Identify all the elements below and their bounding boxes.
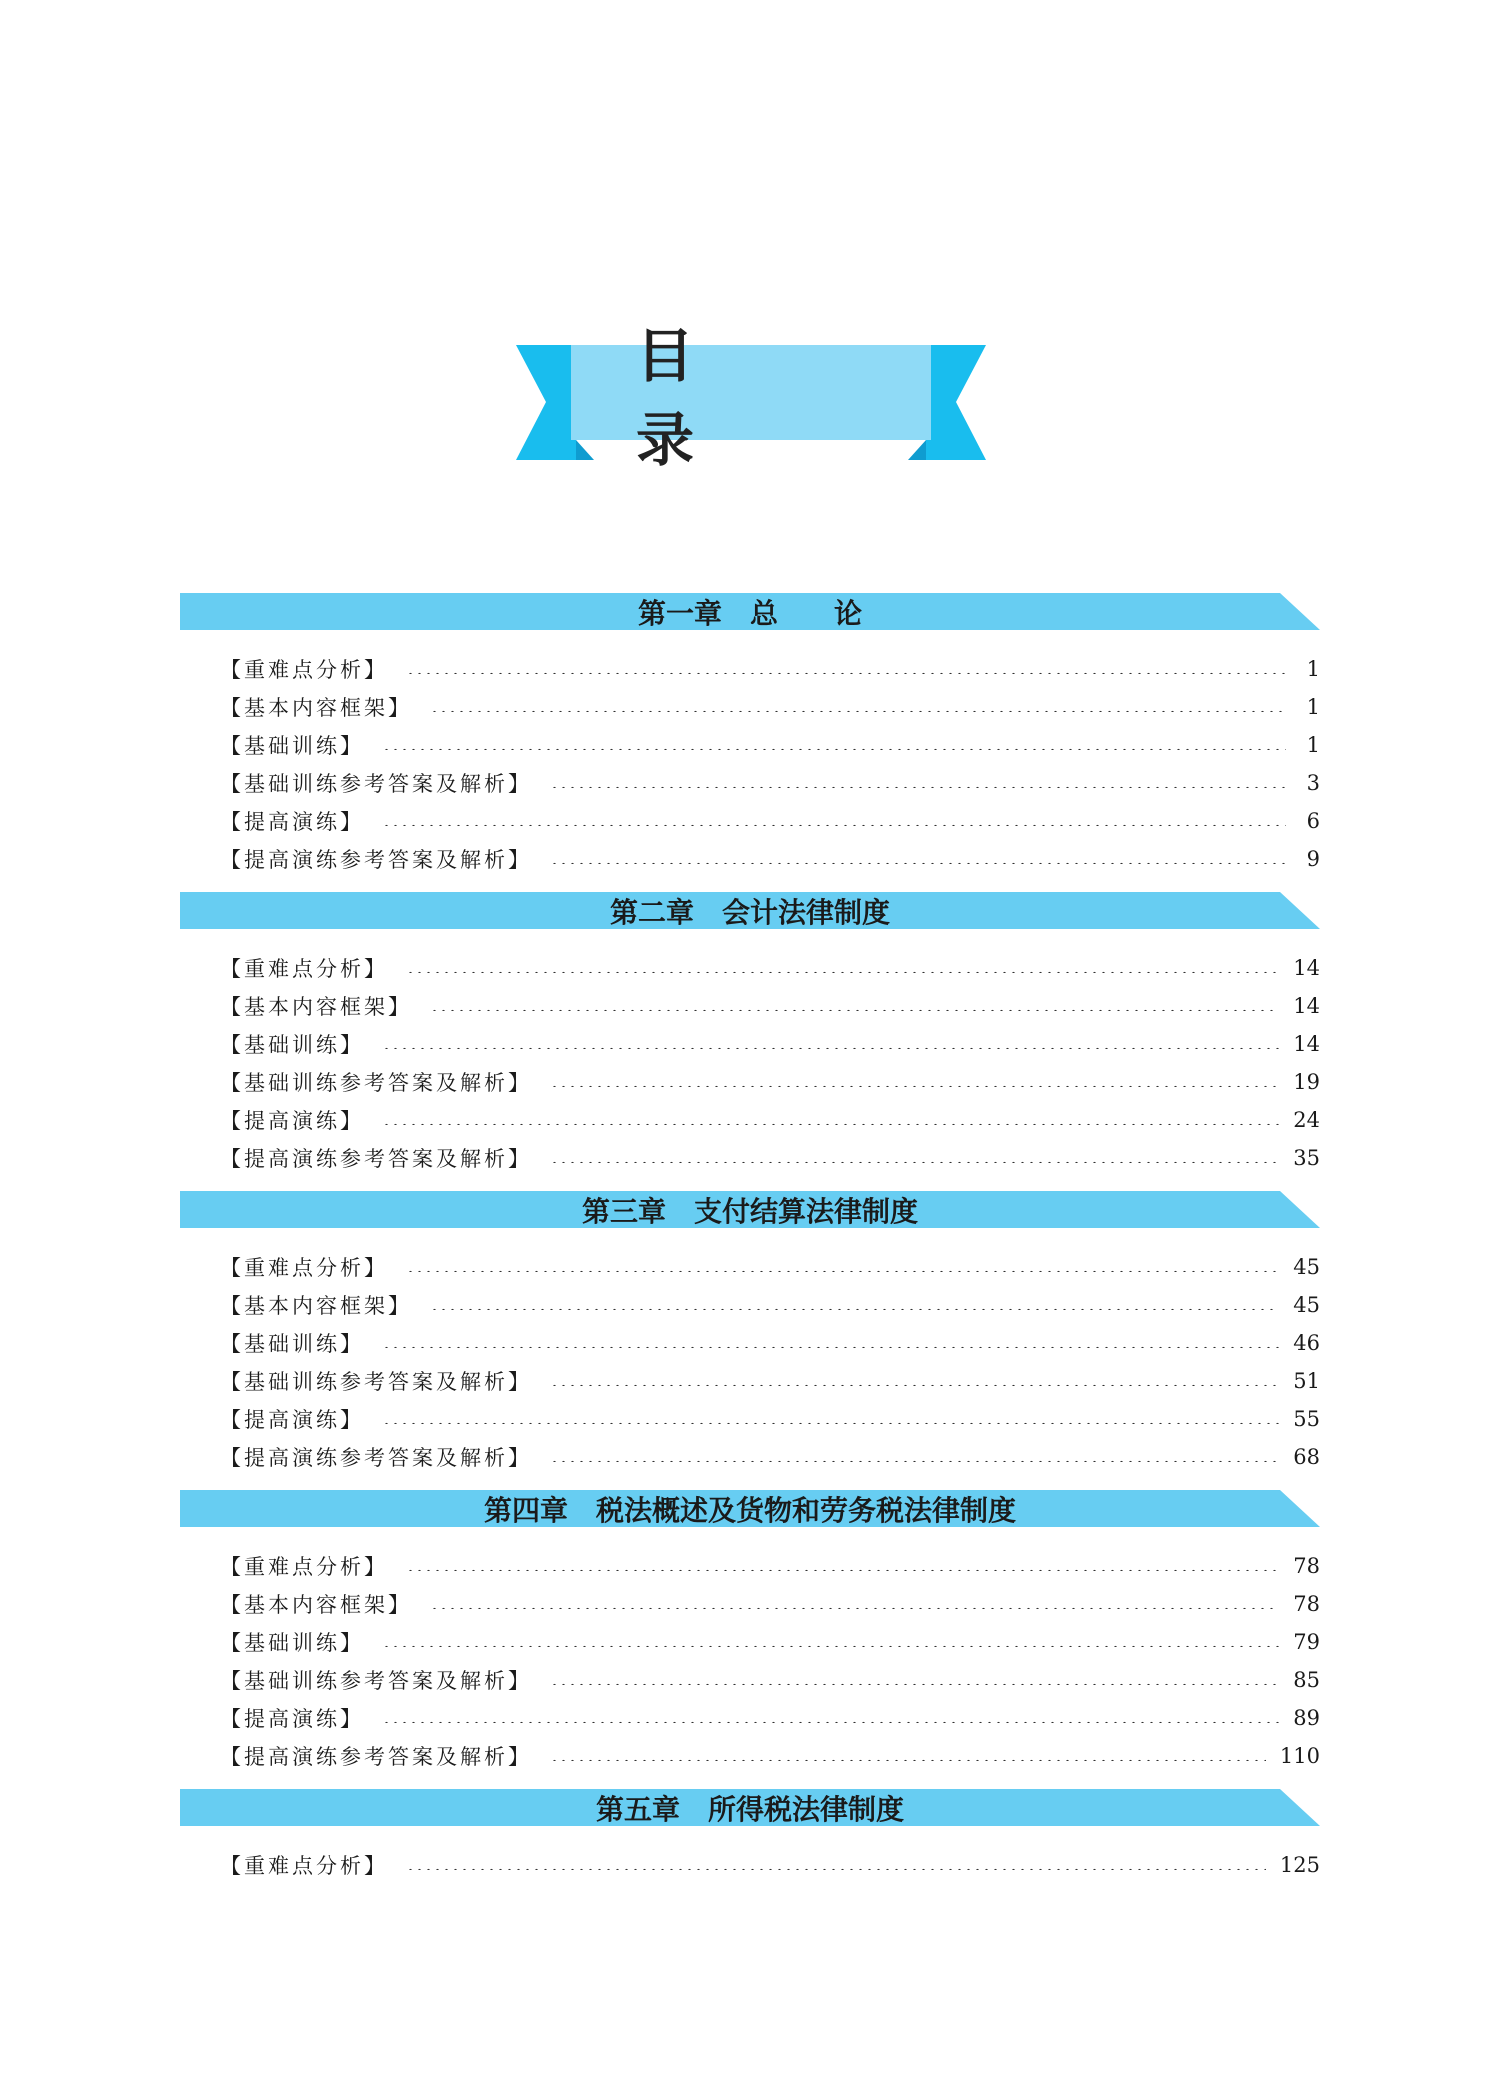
chapter-title: 第二章 会计法律制度 xyxy=(609,895,890,929)
entry-label: 【基本内容框架】 xyxy=(220,1593,412,1617)
dot-leader xyxy=(382,1047,1279,1049)
dot-leader xyxy=(430,1607,1279,1609)
dot-leader xyxy=(406,971,1279,973)
entry-page-number: 55 xyxy=(1293,1407,1320,1431)
entry-list xyxy=(180,929,1320,1177)
entry-label: 【基础训练参考答案及解析】 xyxy=(220,1071,532,1095)
toc-entry[interactable] xyxy=(220,688,1320,726)
chapter-header-bar xyxy=(180,1490,1320,1527)
toc-entry[interactable] xyxy=(220,802,1320,840)
entry-page-number: 24 xyxy=(1293,1108,1320,1132)
entry-list xyxy=(180,1826,1320,1884)
dot-leader xyxy=(382,1721,1279,1723)
entry-page-number: 14 xyxy=(1293,956,1320,980)
toc-entry[interactable] xyxy=(220,764,1320,802)
dot-leader xyxy=(550,1161,1279,1163)
toc-entry[interactable] xyxy=(220,1063,1320,1101)
toc-entry[interactable] xyxy=(220,650,1320,688)
chapter-title: 第四章 税法概述及货物和劳务税法律制度 xyxy=(483,1493,1016,1527)
entry-label: 【提高演练参考答案及解析】 xyxy=(220,1745,532,1769)
dot-leader xyxy=(406,1868,1266,1870)
entry-label: 【基础训练参考答案及解析】 xyxy=(220,1669,532,1693)
entry-page-number: 68 xyxy=(1293,1445,1320,1469)
entry-page-number: 125 xyxy=(1279,1853,1320,1877)
entry-page-number: 79 xyxy=(1293,1630,1320,1654)
dot-leader xyxy=(406,1569,1279,1571)
toc-entry[interactable] xyxy=(220,1661,1320,1699)
entry-page-number: 45 xyxy=(1293,1255,1320,1279)
dot-leader xyxy=(382,1645,1279,1647)
entry-page-number: 6 xyxy=(1306,809,1320,833)
chapter-title: 第三章 支付结算法律制度 xyxy=(581,1194,918,1228)
entry-label: 【重难点分析】 xyxy=(220,1256,388,1280)
chapter-header-bar xyxy=(180,593,1320,630)
title-banner xyxy=(516,321,986,474)
toc-entry[interactable] xyxy=(220,1025,1320,1063)
chapter-header-bar xyxy=(180,892,1320,929)
entry-label: 【重难点分析】 xyxy=(220,1555,388,1579)
toc-entry[interactable] xyxy=(220,1438,1320,1476)
toc-entry[interactable] xyxy=(220,949,1320,987)
entry-label: 【重难点分析】 xyxy=(220,1854,388,1878)
entry-page-number: 9 xyxy=(1306,847,1320,871)
dot-leader xyxy=(382,1123,1279,1125)
toc-entry[interactable] xyxy=(220,1139,1320,1177)
entry-label: 【提高演练参考答案及解析】 xyxy=(220,1446,532,1470)
entry-page-number: 14 xyxy=(1293,994,1320,1018)
entry-page-number: 85 xyxy=(1293,1668,1320,1692)
toc-entry[interactable] xyxy=(220,1362,1320,1400)
dot-leader xyxy=(382,1346,1279,1348)
dot-leader xyxy=(550,1683,1279,1685)
dot-leader xyxy=(406,672,1286,674)
entry-page-number: 35 xyxy=(1293,1146,1320,1170)
dot-leader xyxy=(550,1085,1279,1087)
dot-leader xyxy=(382,748,1286,750)
toc-entry[interactable] xyxy=(220,1547,1320,1585)
entry-page-number: 1 xyxy=(1306,695,1320,719)
table-of-contents xyxy=(180,593,1320,1898)
toc-entry[interactable] xyxy=(220,1623,1320,1661)
entry-page-number: 1 xyxy=(1306,657,1320,681)
entry-page-number: 1 xyxy=(1306,733,1320,757)
entry-label: 【提高演练】 xyxy=(220,1408,364,1432)
entry-label: 【基础训练参考答案及解析】 xyxy=(220,1370,532,1394)
toc-entry[interactable] xyxy=(220,1699,1320,1737)
dot-leader xyxy=(430,710,1286,712)
entry-label: 【提高演练】 xyxy=(220,1707,364,1731)
chapter-header-bar xyxy=(180,1789,1320,1826)
toc-entry[interactable] xyxy=(220,1286,1320,1324)
entry-list xyxy=(180,630,1320,878)
entry-label: 【基础训练参考答案及解析】 xyxy=(220,772,532,796)
entry-label: 【基础训练】 xyxy=(220,1332,364,1356)
entry-page-number: 78 xyxy=(1293,1592,1320,1616)
chapter-section xyxy=(180,1490,1320,1775)
toc-entry[interactable] xyxy=(220,1400,1320,1438)
toc-entry[interactable] xyxy=(220,1101,1320,1139)
dot-leader xyxy=(406,1270,1279,1272)
chapter-section xyxy=(180,593,1320,878)
entry-label: 【提高演练】 xyxy=(220,1109,364,1133)
dot-leader xyxy=(550,786,1286,788)
dot-leader xyxy=(550,1759,1266,1761)
entry-label: 【基础训练】 xyxy=(220,1033,364,1057)
entry-label: 【基础训练】 xyxy=(220,1631,364,1655)
entry-label: 【重难点分析】 xyxy=(220,658,388,682)
entry-page-number: 51 xyxy=(1293,1369,1320,1393)
entry-page-number: 89 xyxy=(1293,1706,1320,1730)
entry-page-number: 78 xyxy=(1293,1554,1320,1578)
toc-entry[interactable] xyxy=(220,1737,1320,1775)
entry-label: 【重难点分析】 xyxy=(220,957,388,981)
entry-label: 【提高演练】 xyxy=(220,810,364,834)
entry-page-number: 19 xyxy=(1293,1070,1320,1094)
entry-label: 【基本内容框架】 xyxy=(220,995,412,1019)
entry-page-number: 46 xyxy=(1293,1331,1320,1355)
entry-page-number: 45 xyxy=(1293,1293,1320,1317)
toc-entry[interactable] xyxy=(220,987,1320,1025)
dot-leader xyxy=(430,1308,1279,1310)
chapter-title: 第五章 所得税法律制度 xyxy=(595,1792,904,1826)
entry-page-number: 14 xyxy=(1293,1032,1320,1056)
dot-leader xyxy=(550,862,1286,864)
chapter-section xyxy=(180,892,1320,1177)
chapter-header-bar xyxy=(180,1191,1320,1228)
page-title: 目 录 xyxy=(636,321,755,474)
dot-leader xyxy=(382,824,1286,826)
entry-label: 【提高演练参考答案及解析】 xyxy=(220,848,532,872)
toc-entry[interactable] xyxy=(220,726,1320,764)
toc-entry[interactable] xyxy=(220,840,1320,878)
toc-entry[interactable] xyxy=(220,1324,1320,1362)
entry-page-number: 3 xyxy=(1306,771,1320,795)
entry-page-number: 110 xyxy=(1279,1744,1320,1768)
dot-leader xyxy=(550,1384,1279,1386)
toc-entry[interactable] xyxy=(220,1248,1320,1286)
entry-label: 【基本内容框架】 xyxy=(220,1294,412,1318)
toc-entry[interactable] xyxy=(220,1846,1320,1884)
dot-leader xyxy=(430,1009,1279,1011)
entry-label: 【基本内容框架】 xyxy=(220,696,412,720)
chapter-section xyxy=(180,1789,1320,1884)
entry-list xyxy=(180,1527,1320,1775)
toc-entry[interactable] xyxy=(220,1585,1320,1623)
chapter-title: 第一章 总 论 xyxy=(637,596,862,630)
entry-label: 【提高演练参考答案及解析】 xyxy=(220,1147,532,1171)
dot-leader xyxy=(382,1422,1279,1424)
chapter-section xyxy=(180,1191,1320,1476)
entry-label: 【基础训练】 xyxy=(220,734,364,758)
dot-leader xyxy=(550,1460,1279,1462)
entry-list xyxy=(180,1228,1320,1476)
